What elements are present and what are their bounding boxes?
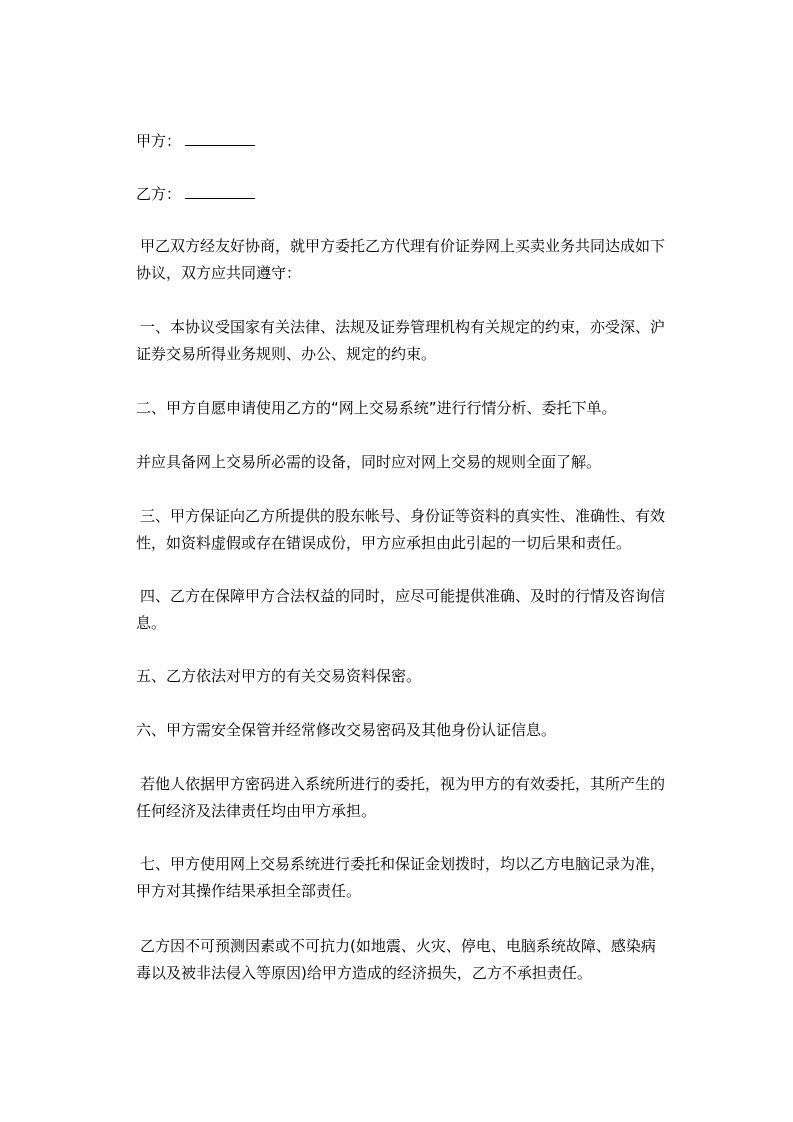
intro-line-1: 甲乙双方经友好协商，就甲方委托乙方代理有价证券网上买卖业务共同达成如下 [140, 237, 666, 255]
clause-1-line-2: 证券交易所得业务规则、办公、规定的约束。 [136, 345, 437, 363]
clause-4-line-2: 息。 [136, 614, 167, 632]
intro-line-2: 协议，双方应共同遵守： [136, 264, 302, 282]
party-a-label: 甲方： [136, 132, 182, 150]
party-a-line [136, 127, 716, 155]
clause-2-continuation: 并应具备网上交易所必需的设备，同时应对网上交易的规则全面了解。 [136, 453, 602, 471]
clause-1-line-1: 一、本协议受国家有关法律、法规及证券管理机构有关规定的约束，亦受深、沪 [140, 318, 666, 336]
party-b-blank [185, 184, 255, 199]
clause-6-continuation-line-2: 任何经济及法律责任均由甲方承担。 [136, 802, 377, 820]
clause-6-line: 六、甲方需安全保管并经常修改交易密码及其他身份认证信息。 [136, 721, 557, 739]
clause-5-line: 五、乙方依法对甲方的有关交易资料保密。 [136, 667, 422, 685]
party-b-line [136, 180, 716, 208]
clause-3-line-2: 性，如资料虚假或存在错误成份，甲方应承担由此引起的一切后果和责任。 [136, 534, 632, 552]
clause-6-continuation-line-1: 若他人依据甲方密码进入系统所进行的委托，视为甲方的有效委托，其所产生的 [140, 775, 666, 793]
clause-4-line-1: 四、乙方在保障甲方合法权益的同时，应尽可能提供准确、及时的行情及咨询信 [140, 587, 666, 605]
clause-7-continuation-line-2: 毒以及被非法侵入等原因)给甲方造成的经济损失，乙方不承担责任。 [136, 964, 592, 982]
party-b-label: 乙方： [136, 185, 182, 203]
clause-3-line-1: 三、甲方保证向乙方所提供的股东帐号、身份证等资料的真实性、准确性、有效 [140, 507, 666, 525]
clause-2-line: 二、甲方自愿申请使用乙方的“网上交易系统”进行行情分析、委托下单。 [136, 399, 617, 417]
clause-7-line-1: 七、甲方使用网上交易系统进行委托和保证金划拨时，均以乙方电脑记录为准， [140, 855, 666, 873]
clause-7-continuation-line-1: 乙方因不可预测因素或不可抗力(如地震、火灾、停电、电脑系统故障、感染病 [140, 937, 656, 955]
party-a-blank [185, 131, 255, 146]
clause-7-line-2: 甲方对其操作结果承担全部责任。 [136, 882, 362, 900]
